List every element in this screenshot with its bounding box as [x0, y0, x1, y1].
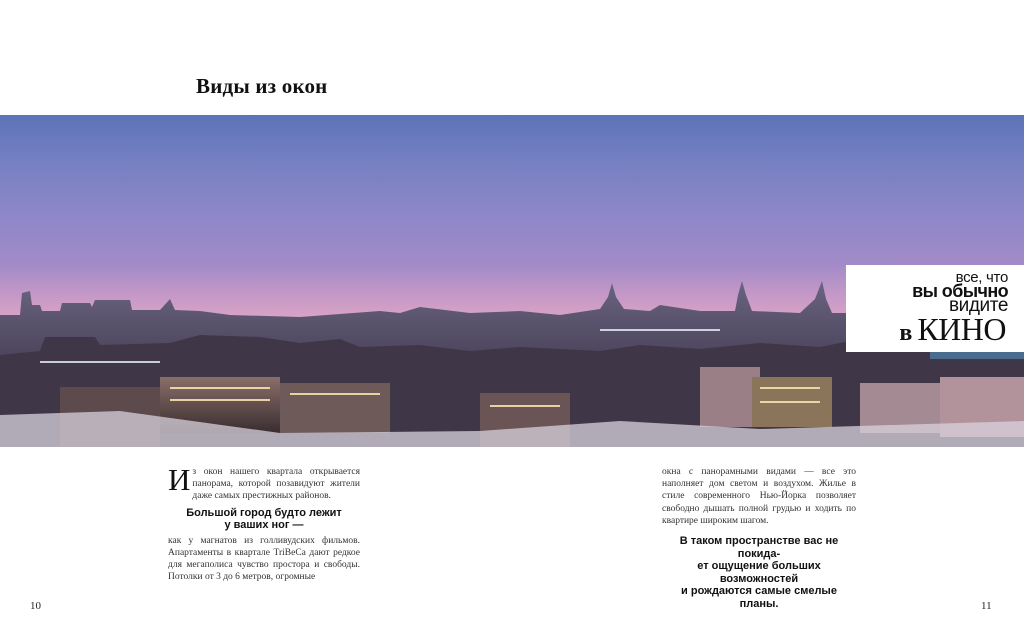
- left-intro-paragraph: з окон нашего квартала открывается панорама, которой позавидуют жители даже самых престижных районов.: [192, 467, 360, 502]
- left-text-column: [168, 462, 360, 583]
- right-text-column: [662, 466, 856, 613]
- drop-cap: И: [168, 462, 191, 497]
- left-lede: [168, 507, 360, 532]
- quote-line-4: [899, 311, 1006, 348]
- right-lede-line-2: ет ощущение больших возможностей: [697, 560, 821, 585]
- right-body-paragraph: окна с панорамными видами — все это наполняет дом светом и воздухом. Жилье в стиле современного Нью-Йорка позволяет свободно дышать полной грудью и ходить по квартире широким шагом.: [662, 467, 856, 526]
- quote-line-2: вы обычно: [912, 281, 1008, 301]
- right-lede-line-3: и рождаются самые смелые планы.: [681, 585, 837, 610]
- page-number-left: 10: [30, 600, 41, 612]
- page-title: Виды из окон: [196, 74, 328, 98]
- right-lede: [662, 535, 856, 610]
- quote-line-1: все, что: [955, 269, 1008, 286]
- quote-line-4-word: КИНО: [917, 311, 1006, 347]
- page-number-right: 11: [981, 600, 992, 612]
- city-panorama-photo: [0, 115, 1024, 447]
- left-body-paragraph: как у магнатов из голливудских фильмов. Апартаменты в квартале TriBeCa дают редкое для мегаполиса чувство простора и свободы. Потолки от 3 до 6 метров, огромные: [168, 535, 360, 583]
- right-lede-line-1: В таком пространстве вас не покида-: [679, 535, 839, 560]
- quote-line-4-prefix: в: [899, 320, 918, 346]
- left-lede-line-2: у ваших ног —: [224, 519, 304, 532]
- left-lede-line-1: Большой город будто лежит: [186, 506, 342, 519]
- quote-box: [846, 265, 1024, 352]
- quote-line-3: видите: [948, 295, 1008, 316]
